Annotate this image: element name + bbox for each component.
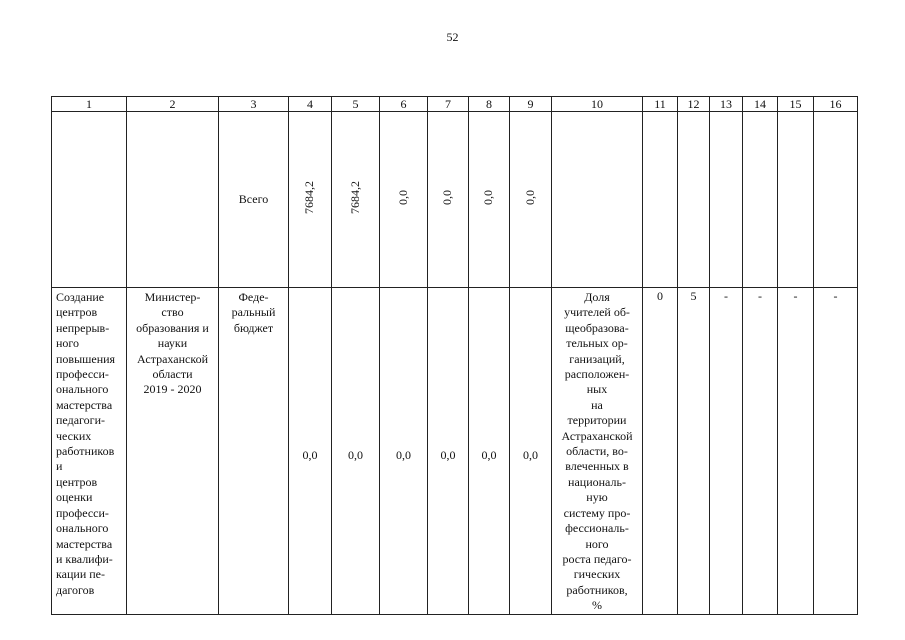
header-cell: 6 bbox=[380, 97, 428, 112]
total-row bbox=[52, 112, 858, 288]
header-cell: 2 bbox=[127, 97, 219, 112]
total-value-cell bbox=[289, 112, 332, 288]
empty-cell bbox=[552, 112, 643, 288]
header-cell: 3 bbox=[219, 97, 289, 112]
funding-value: 0,0 bbox=[289, 288, 332, 615]
header-cell: 7 bbox=[428, 97, 469, 112]
header-cell: 16 bbox=[814, 97, 858, 112]
total-value: 0,0 bbox=[440, 189, 455, 205]
empty-cell bbox=[814, 112, 858, 288]
empty-cell bbox=[52, 112, 127, 288]
empty-cell bbox=[127, 112, 219, 288]
funding-value: 0,0 bbox=[510, 288, 552, 615]
empty-cell bbox=[743, 112, 778, 288]
funding-value: 0,0 bbox=[469, 288, 510, 615]
header-cell: 10 bbox=[552, 97, 643, 112]
header-cell: 1 bbox=[52, 97, 127, 112]
empty-cell bbox=[778, 112, 814, 288]
header-row bbox=[52, 97, 858, 112]
total-value-cell bbox=[380, 112, 428, 288]
header-cell: 4 bbox=[289, 97, 332, 112]
empty-cell bbox=[643, 112, 678, 288]
total-value-cell bbox=[510, 112, 552, 288]
indicator-value: - bbox=[778, 288, 814, 615]
total-value-cell bbox=[469, 112, 510, 288]
header-cell: 5 bbox=[332, 97, 380, 112]
funding-source: Феде- ральный бюджет bbox=[219, 288, 289, 615]
total-value: 7684,2 bbox=[302, 180, 317, 214]
indicator-value: 0 bbox=[643, 288, 678, 615]
empty-cell bbox=[678, 112, 710, 288]
header-cell: 11 bbox=[643, 97, 678, 112]
header-cell: 9 bbox=[510, 97, 552, 112]
header-cell: 12 bbox=[678, 97, 710, 112]
funding-value: 0,0 bbox=[332, 288, 380, 615]
total-value: 0,0 bbox=[481, 189, 496, 205]
program-table bbox=[51, 96, 858, 615]
activity-name: Создание центров непрерыв- ного повышения професси- онального мастерства педагоги- ческих работников и центров оценки професси- онального мастерства и квалифи- кации пе- дагогов bbox=[52, 288, 127, 615]
empty-cell bbox=[710, 112, 743, 288]
indicator-value: 5 bbox=[678, 288, 710, 615]
page-number: 52 bbox=[446, 30, 459, 44]
header-cell: 8 bbox=[469, 97, 510, 112]
total-value: 0,0 bbox=[522, 189, 537, 205]
indicator-value: - bbox=[814, 288, 858, 615]
funding-value: 0,0 bbox=[380, 288, 428, 615]
total-value-cell bbox=[332, 112, 380, 288]
total-label: Всего bbox=[219, 112, 289, 288]
indicator-value: - bbox=[743, 288, 778, 615]
executor: Министер- ство образования и науки Астраханской области 2019 - 2020 bbox=[127, 288, 219, 615]
header-cell: 13 bbox=[710, 97, 743, 112]
indicator-value: - bbox=[710, 288, 743, 615]
total-value-cell bbox=[428, 112, 469, 288]
indicator-name: Доля учителей об- щеобразова- тельных ор- ганизаций, расположен- ных на территории Астраханской области, во- влеченных в националь- ную систему про- фессиональ- ного роста педаго- гических работников, % bbox=[552, 288, 643, 615]
header-cell: 15 bbox=[778, 97, 814, 112]
funding-value: 0,0 bbox=[428, 288, 469, 615]
total-value: 0,0 bbox=[395, 189, 410, 205]
data-row bbox=[52, 288, 858, 615]
total-value: 7684,2 bbox=[347, 180, 362, 214]
header-cell: 14 bbox=[743, 97, 778, 112]
